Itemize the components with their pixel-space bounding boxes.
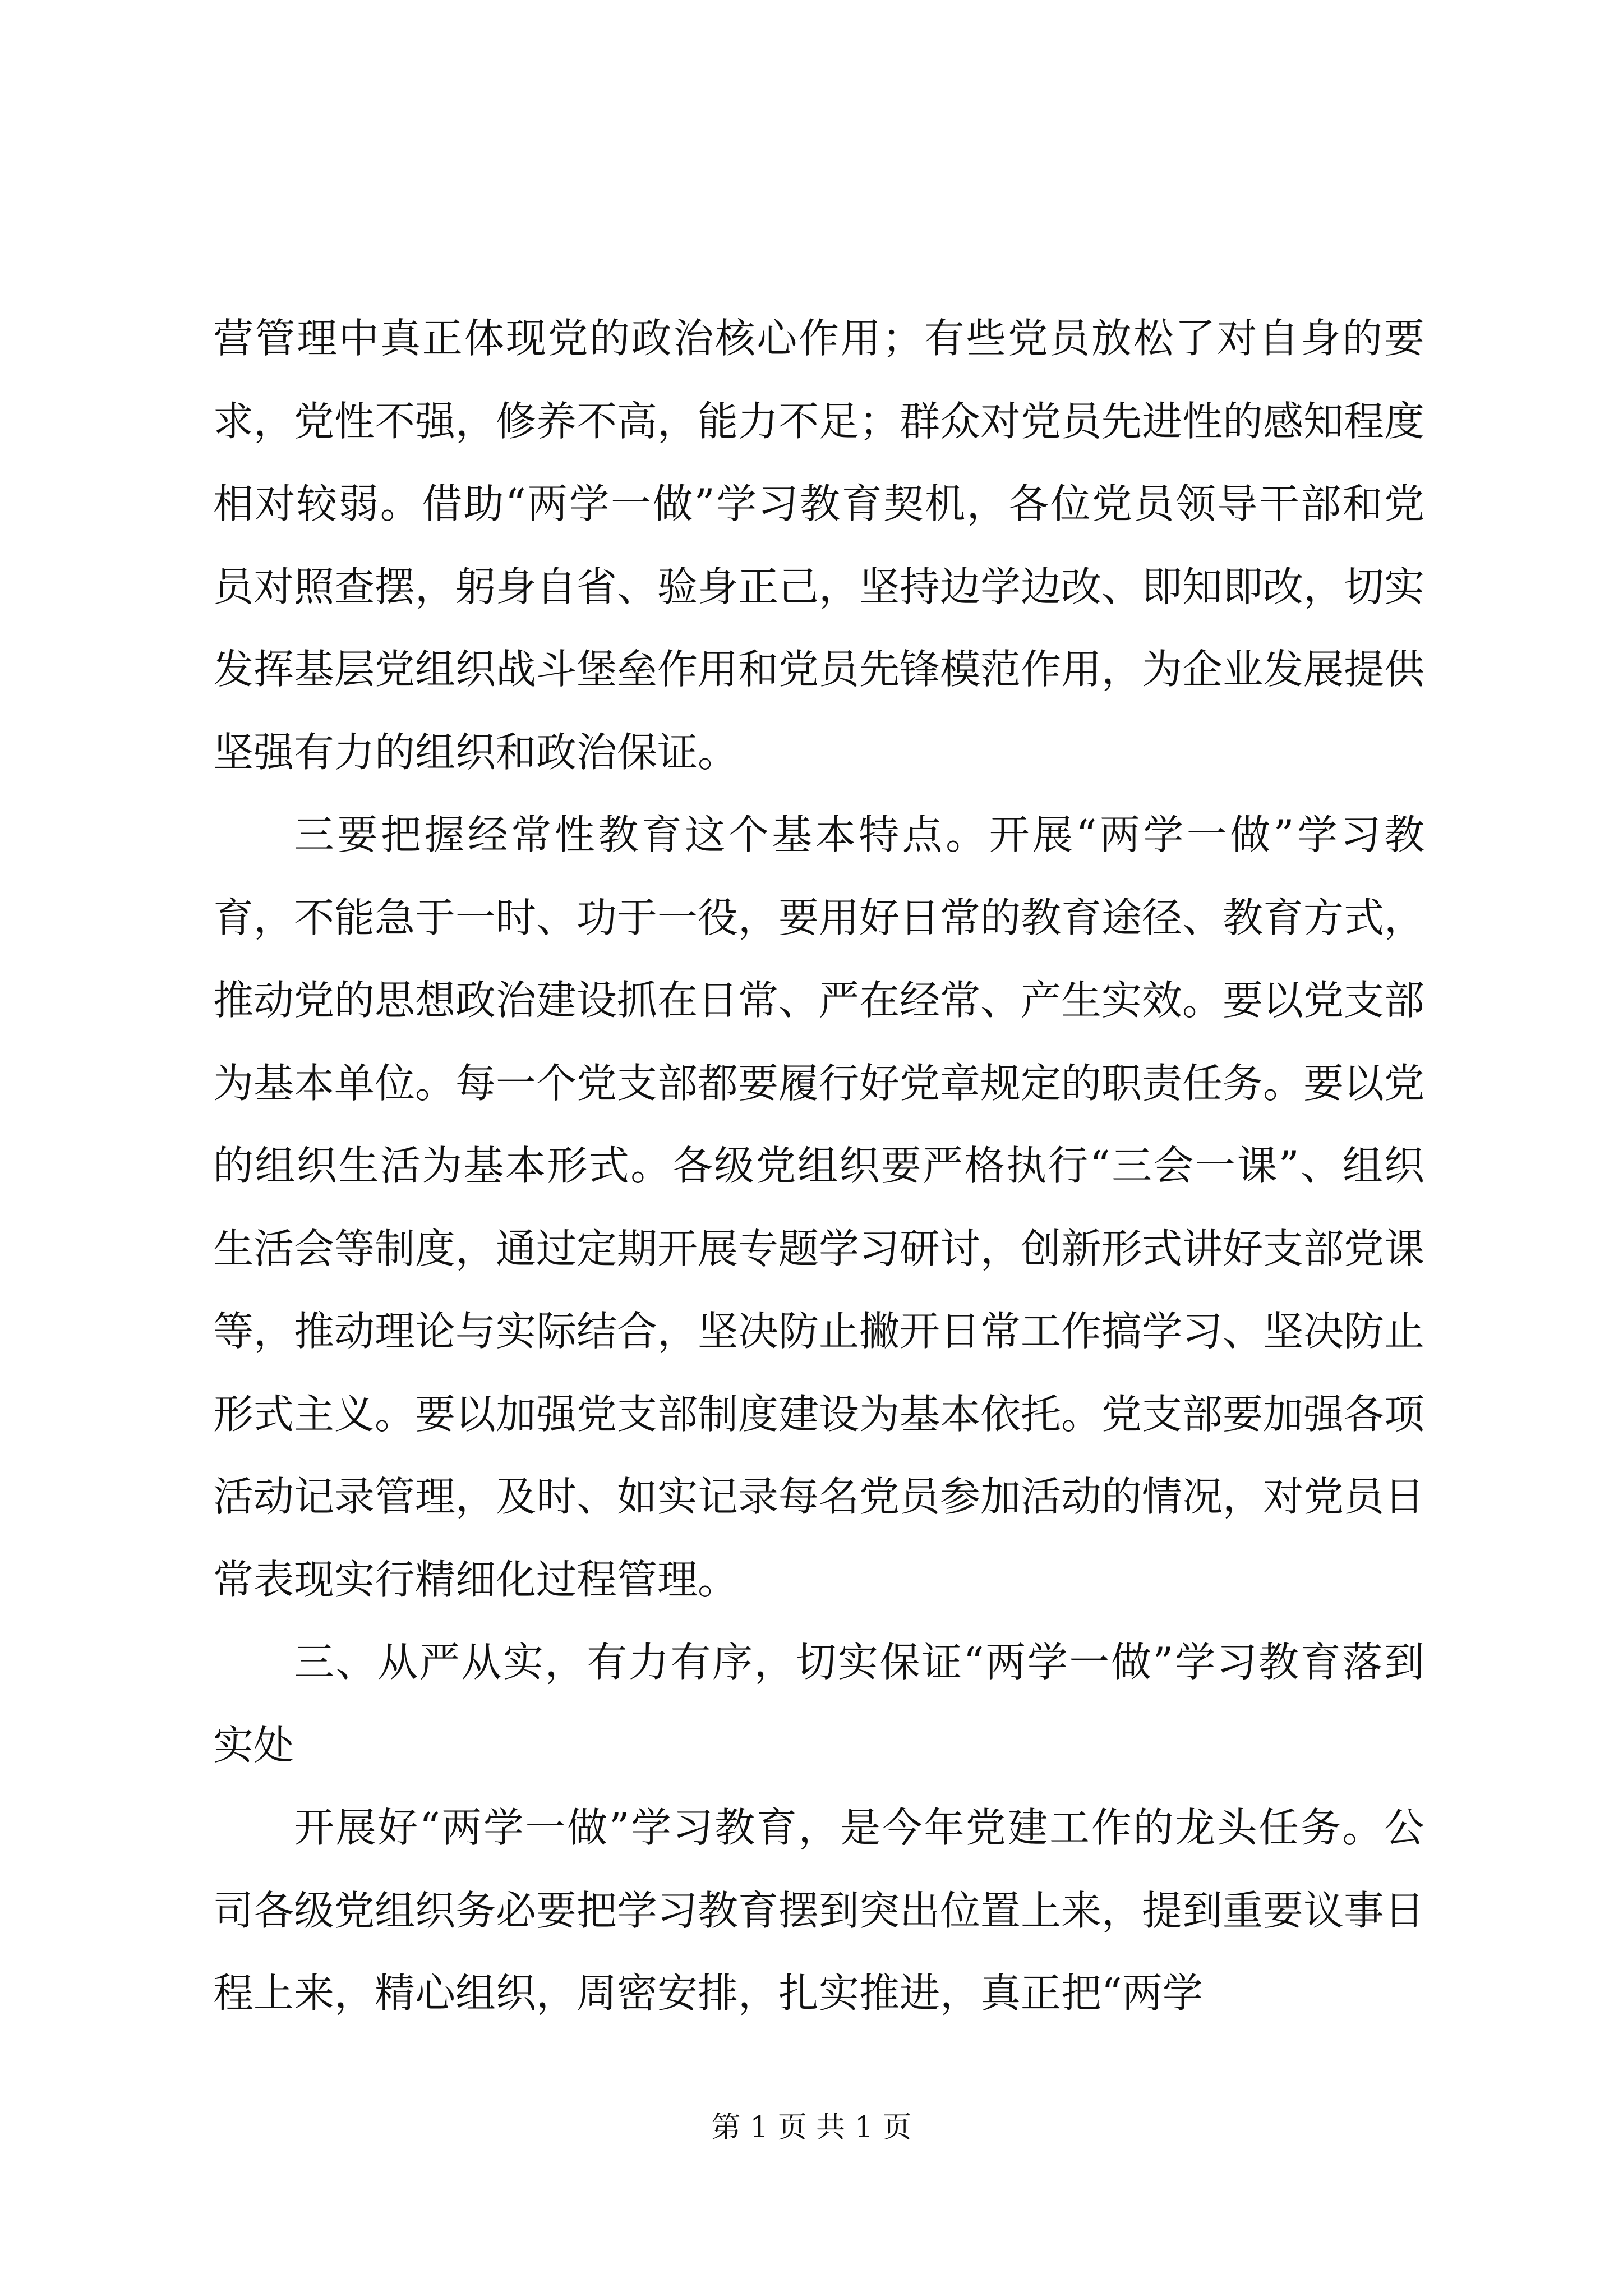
paragraph-regular-education: 三要把握经常性教育这个基本特点。开展“两学一做”学习教育，不能急于一时、功于一役，要用好日常的教育途径、教育方式，推动党的思想政治建设抓在日常、严在经常、产生实效。要以党支部为基本单位。每一个党支部都要履行好党章规定的职责任务。要以党的组织生活为基本形式。各级党组织要严格执行“三会一课”、组织生活会等制度，通过定期开展专题学习研讨，创新形式讲好支部党课等，推动理论与实际结合，坚决防止撇开日常工作搞学习、坚决防止形式主义。要以加强党支部制度建设为基本依托。党支部要加强各项活动记录管理，及时、如实记录每名党员参加活动的情况，对党员日常表现实行精细化过程管理。 xyxy=(213,811,1425,1603)
document-body xyxy=(213,297,1424,2035)
paragraph-task: 开展好“两学一做”学习教育，是今年党建工作的龙头任务。公司各级党组织务必要把学习教育摆到突出位置上来，提到重要议事日程上来，精心组织，周密安排，扎实推进，真正把“两学 xyxy=(213,1804,1425,2017)
section-heading-three: 三、从严从实，有力有序，切实保证“两学一做”学习教育落到实处 xyxy=(213,1639,1424,1769)
page-footer: 第 1 页 共 1 页 xyxy=(711,2111,912,2145)
paragraph-continuation: 营管理中真正体现党的政治核心作用；有些党员放松了对自身的要求，党性不强，修养不高，能力不足；群众对党员先进性的感知程度相对较弱。借助“两学一做”学习教育契机，各位党员领导干部和党员对照查摆，躬身自省、验身正己，坚持边学边改、即知即改，切实发挥基层党组织战斗堡垒作用和党员先锋模范作用，为企业发展提供坚强有力的组织和政治保证。 xyxy=(213,315,1425,776)
